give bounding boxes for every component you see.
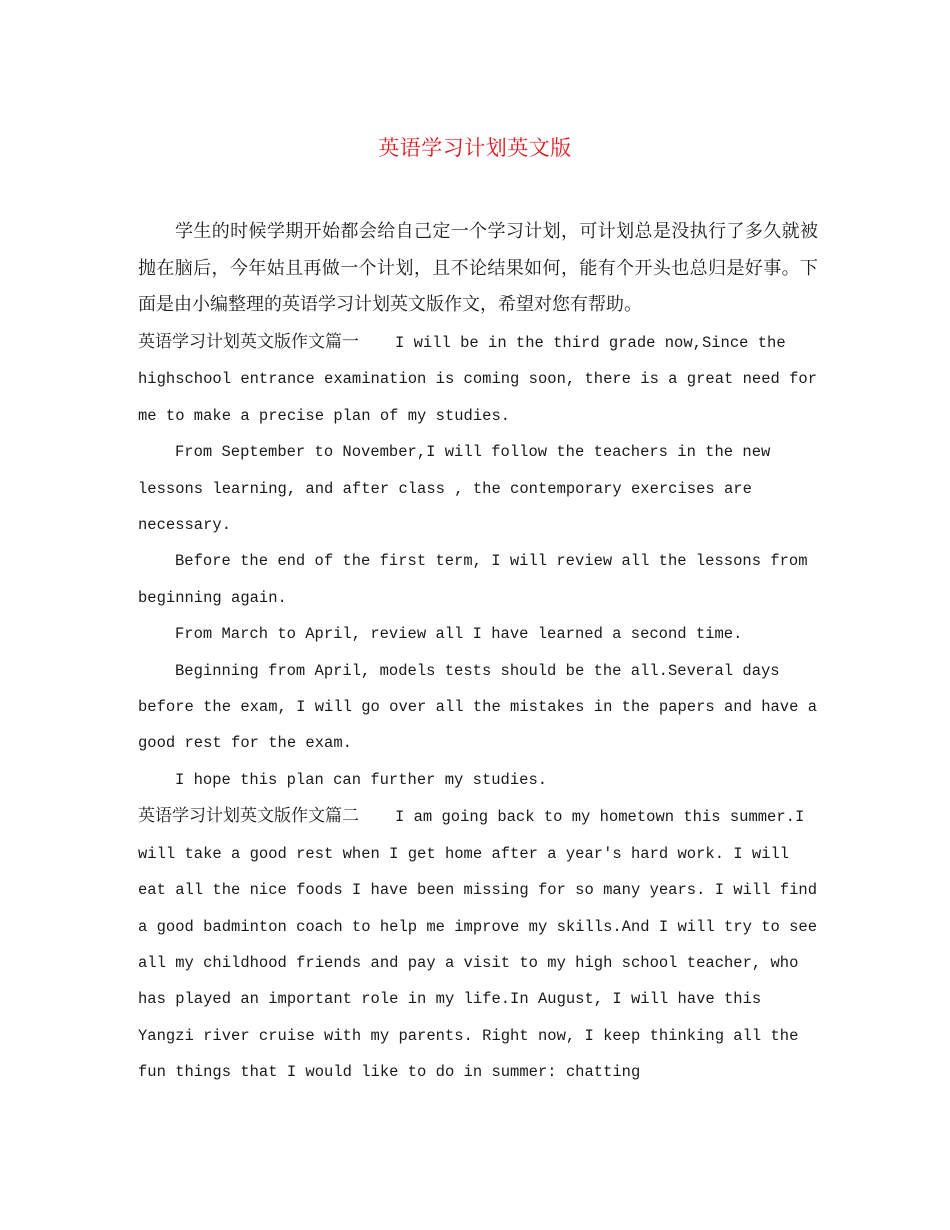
essay1-paragraph-4: From March to April, review all I have learned a second time.: [175, 625, 743, 644]
document-title: 英语学习计划英文版: [378, 136, 572, 160]
essay1-paragraph-3: Before the end of the first term, I will review all the lessons from beginning again.: [138, 552, 808, 607]
essay1-paragraph-6: I hope this plan can further my studies.: [175, 770, 548, 789]
essay1-paragraph-2: From September to November,I will follow the teachers in the new lessons learning, and after class , the contemporary exercises are necessary.: [138, 443, 771, 535]
essay2-heading: 英语学习计划英文版作文篇二: [138, 806, 359, 827]
essay2-paragraph-1: I am going back to my hometown this summer.I will take a good rest when I get home after a year's hard work. I will eat all the nice foods I have been missing for so many years. I will find a good badminton coach to help me improve my skills.And I will try to see all my childhood friends and pay a visit to my high school teacher, who has played an important role in my life.In August, I will have this Yangzi river cruise with my parents. Right now, I keep thinking all the fun things that I would like to do in summer: chatting: [138, 808, 818, 1082]
essay2-first-paragraph: [138, 798, 818, 1090]
essay-body: [138, 324, 818, 1091]
essay1-first-paragraph: [138, 324, 818, 434]
essay1-heading: 英语学习计划英文版作文篇一: [138, 332, 359, 352]
intro-paragraph: 学生的时候学期开始都会给自己定一个学习计划，可计划总是没执行了多久就被抛在脑后，今年姑且再做一个计划，且不论结果如何，能有个开头也总归是好事。下面是由小编整理的英语学习计划英文版作文，希望对您有帮助。: [138, 221, 818, 315]
essay1-paragraph-1: I will be in the third grade now,Since the highschool entrance examination is coming soon, there is a great need for me to make a precise plan of my studies.: [138, 334, 818, 425]
essay1-paragraph-5: Beginning from April, models tests should be the all.Several days before the exam, I will go over all the mistakes in the papers and have a good rest for the exam.: [138, 661, 818, 753]
